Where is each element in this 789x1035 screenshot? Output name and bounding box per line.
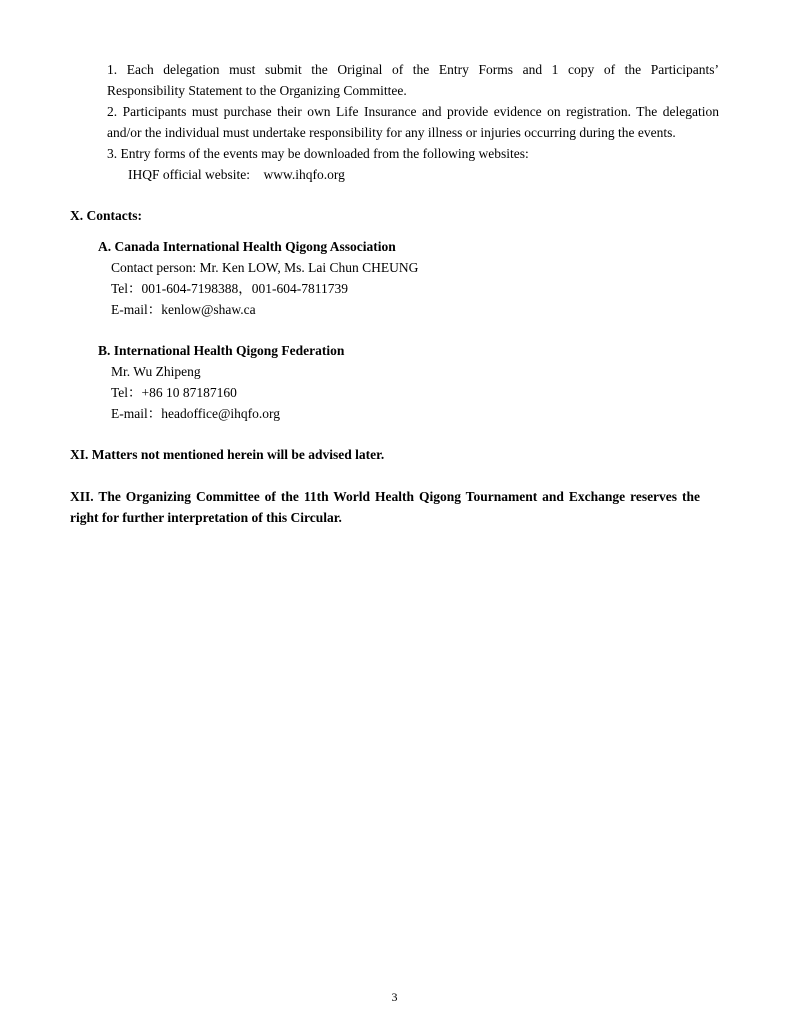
note-item-3-website: IHQF official website: www.ihqfo.org — [128, 167, 345, 182]
section-xii-line-2: right for further interpretation of this Circular. — [70, 510, 342, 525]
contact-a-email: E-mail：kenlow@shaw.ca — [111, 302, 256, 317]
section-xi: XI. Matters not mentioned herein will be advised later. — [70, 447, 385, 462]
contact-b-person: Mr. Wu Zhipeng — [111, 364, 201, 379]
note-item-2-line-2: and/or the individual must undertake responsibility for any illness or injuries occurring during the events. — [107, 125, 676, 140]
contact-a-tel: Tel：001-604-7198388，001-604-7811739 — [111, 281, 349, 296]
contact-b-email: E-mail：headoffice@ihqfo.org — [111, 406, 281, 421]
section-xii-line-1: XII. The Organizing Committee of the 11th World Health Qigong Tournament and Exchange reserves the — [70, 489, 700, 504]
contact-b-title: B. International Health Qigong Federation — [98, 343, 345, 358]
contacts-heading: X. Contacts: — [70, 208, 142, 223]
contact-b-tel: Tel：+86 10 87187160 — [111, 385, 237, 400]
contact-a-title: A. Canada International Health Qigong Association — [98, 239, 396, 254]
note-item-1-line-1: 1. Each delegation must submit the Original of the Entry Forms and 1 copy of the Participants’ — [107, 62, 719, 77]
note-item-1-line-2: Responsibility Statement to the Organizing Committee. — [107, 83, 407, 98]
contact-a-person: Contact person: Mr. Ken LOW, Ms. Lai Chun CHEUNG — [111, 260, 419, 275]
page-number: 3 — [391, 990, 398, 1004]
note-item-2-line-1: 2. Participants must purchase their own Life Insurance and provide evidence on registration. The delegation — [107, 104, 719, 119]
note-item-3-line-1: 3. Entry forms of the events may be downloaded from the following websites: — [107, 146, 529, 161]
